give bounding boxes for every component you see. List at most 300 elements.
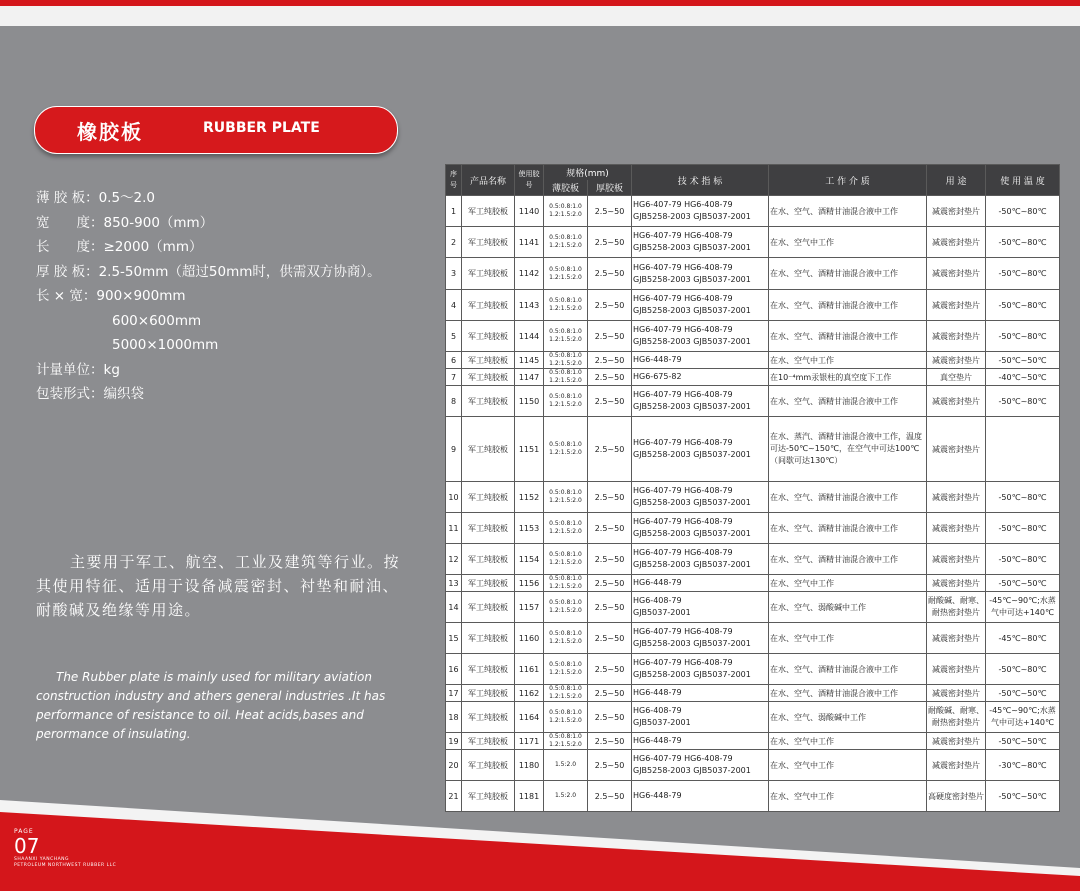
cell-seq: 3 — [446, 258, 462, 290]
cell-code: 1181 — [515, 781, 544, 812]
cell-medium: 在水、空气中工作 — [769, 352, 927, 369]
title-banner — [34, 106, 398, 154]
cell-thick-spec: 2.5~50 — [588, 654, 632, 685]
thin-spec-line: 0.5:0.8:1.0 — [549, 297, 582, 304]
standard-line: HG6-407-79 HG6-408-79 — [633, 517, 733, 526]
thin-spec-line: 0.5:0.8:1.0 — [549, 234, 582, 241]
cell-temp: -50℃~50℃ — [986, 685, 1060, 702]
thin-spec-line: 0.5:0.8:1.0 — [549, 733, 582, 740]
header-seq: 序号 — [446, 165, 462, 196]
cell-thick-spec: 2.5~50 — [588, 544, 632, 575]
cell-thin-spec — [544, 654, 588, 685]
standard-line: GJB5037-2001 — [633, 608, 691, 617]
cell-temp: -45℃~90℃;水蒸气中可达+140℃ — [986, 702, 1060, 733]
cell-name: 军工纯胶板 — [462, 482, 515, 513]
thin-spec-line: 1.2:1.5:2.0 — [549, 497, 582, 504]
cell-code: 1143 — [515, 290, 544, 321]
table-row — [446, 654, 1060, 685]
cell-use: 减震密封垫片 — [927, 654, 986, 685]
description-en: The Rubber plate is mainly used for military aviation construction industry and athers general industries .It has performance of resistance to oil. Heat acids,bases and perormance of insulating. — [36, 670, 386, 741]
standard-line: HG6-448-79 — [633, 578, 682, 587]
table-row — [446, 733, 1060, 750]
cell-thin-spec — [544, 781, 588, 812]
standard-line: GJB5258-2003 GJB5037-2001 — [633, 450, 751, 459]
table-row — [446, 352, 1060, 369]
cell-thin-spec — [544, 623, 588, 654]
cell-temp: -50℃~80℃ — [986, 227, 1060, 258]
company-line-2: PETROLEUM NORTHWEST RUBBER LLC — [14, 863, 117, 868]
cell-thin-spec — [544, 196, 588, 227]
standard-line: GJB5258-2003 GJB5037-2001 — [633, 243, 751, 252]
cell-temp: -50℃~80℃ — [986, 513, 1060, 544]
header-spec: 规格(mm) — [544, 165, 632, 181]
thin-spec-line: 0.5:0.8:1.0 — [549, 599, 582, 606]
cell-seq: 4 — [446, 290, 462, 321]
standard-line: HG6-407-79 HG6-408-79 — [633, 325, 733, 334]
cell-use: 减震密封垫片 — [927, 575, 986, 592]
cell-thick-spec: 2.5~50 — [588, 623, 632, 654]
thin-spec-line: 1.2:1.5:2.0 — [549, 273, 582, 281]
cell-code: 1142 — [515, 258, 544, 290]
table-row — [446, 544, 1060, 575]
table-row — [446, 290, 1060, 321]
cell-standard — [632, 258, 769, 290]
cell-standard — [632, 196, 769, 227]
cell-seq: 2 — [446, 227, 462, 258]
cell-seq: 1 — [446, 196, 462, 227]
cell-temp: -50℃~80℃ — [986, 258, 1060, 290]
cell-code: 1151 — [515, 417, 544, 482]
thin-spec-line: 1.2:1.5:2.0 — [549, 242, 582, 249]
cell-thick-spec: 2.5~50 — [588, 321, 632, 352]
cell-seq: 7 — [446, 369, 462, 386]
cell-thin-spec — [544, 321, 588, 352]
cell-name: 军工纯胶板 — [462, 544, 515, 575]
cell-name: 军工纯胶板 — [462, 352, 515, 369]
cell-standard — [632, 575, 769, 592]
standard-line: GJB5258-2003 GJB5037-2001 — [633, 639, 751, 648]
thin-spec-line: 1.2:1.5:2.0 — [549, 449, 582, 456]
thin-spec-line: 1.2:1.5:2.0 — [549, 305, 582, 312]
cell-thick-spec: 2.5~50 — [588, 369, 632, 386]
cell-standard — [632, 513, 769, 544]
cell-thick-spec: 2.5~50 — [588, 513, 632, 544]
cell-thin-spec — [544, 702, 588, 733]
cell-thick-spec: 2.5~50 — [588, 733, 632, 750]
standard-line: HG6-448-79 — [633, 355, 682, 364]
table-row — [446, 702, 1060, 733]
header-thin: 薄胶板 — [544, 180, 588, 196]
cell-thin-spec — [544, 592, 588, 623]
cell-name: 军工纯胶板 — [462, 321, 515, 352]
cell-name: 军工纯胶板 — [462, 702, 515, 733]
cell-name: 军工纯胶板 — [462, 290, 515, 321]
thin-spec-line: 1.2:1.5:2.0 — [549, 693, 582, 700]
cell-seq: 17 — [446, 685, 462, 702]
cell-use: 耐酸碱、耐寒、耐热密封垫片 — [927, 592, 986, 623]
cell-temp: -50℃~50℃ — [986, 575, 1060, 592]
spec-unit: 计量单位：kg — [36, 361, 120, 378]
cell-thin-spec — [544, 482, 588, 513]
standard-line: HG6-407-79 HG6-408-79 — [633, 231, 733, 240]
table-row — [446, 781, 1060, 812]
cell-seq: 19 — [446, 733, 462, 750]
product-table — [445, 164, 1060, 812]
cell-thick-spec: 2.5~50 — [588, 575, 632, 592]
table-row — [446, 386, 1060, 417]
cell-use: 减震密封垫片 — [927, 417, 986, 482]
title-cn: 橡胶板 — [77, 120, 143, 144]
cell-code: 1157 — [515, 592, 544, 623]
cell-code: 1154 — [515, 544, 544, 575]
top-white-strip — [0, 6, 1080, 26]
cell-name: 军工纯胶板 — [462, 513, 515, 544]
cell-medium: 在水、空气、酒精甘油混合液中工作 — [769, 290, 927, 321]
header-medium: 工 作 介 质 — [769, 165, 927, 196]
standard-line: HG6-448-79 — [633, 791, 682, 800]
cell-standard — [632, 544, 769, 575]
cell-use: 减震密封垫片 — [927, 290, 986, 321]
spec-thick: 厚 胶 板：2.5-50mm（超过50mm时，供需双方协商）。 — [36, 263, 381, 280]
thin-spec-line: 1.2:1.5:2.0 — [549, 607, 582, 614]
thin-spec-line: 0.5:0.8:1.0 — [549, 551, 582, 558]
cell-temp: -50℃~80℃ — [986, 386, 1060, 417]
cell-thick-spec: 2.5~50 — [588, 290, 632, 321]
thin-spec-line: 0.5:0.8:1.0 — [549, 685, 582, 692]
table-row — [446, 750, 1060, 781]
cell-medium: 在水、空气、弱酸碱中工作 — [769, 702, 927, 733]
cell-code: 1164 — [515, 702, 544, 733]
cell-code: 1180 — [515, 750, 544, 781]
table-row — [446, 417, 1060, 482]
cell-use: 减震密封垫片 — [927, 544, 986, 575]
cell-seq: 11 — [446, 513, 462, 544]
thin-spec-line: 1.2:1.5:2.0 — [549, 211, 582, 218]
cell-name: 军工纯胶板 — [462, 417, 515, 482]
title-en: RUBBER PLATE — [203, 120, 320, 136]
header-temp: 使 用 温 度 — [986, 165, 1060, 196]
cell-medium: 在水、空气中工作 — [769, 575, 927, 592]
cell-code: 1145 — [515, 352, 544, 369]
cell-code: 1150 — [515, 386, 544, 417]
thin-spec-line: 1.2:1.5:2.0 — [549, 669, 582, 676]
cell-standard — [632, 290, 769, 321]
cell-medium: 在水、空气、酒精甘油混合液中工作 — [769, 513, 927, 544]
cell-use: 耐酸碱、耐寒、耐热密封垫片 — [927, 702, 986, 733]
cell-seq: 16 — [446, 654, 462, 685]
cell-medium: 在水、空气、酒精甘油混合液中工作 — [769, 196, 927, 227]
cell-standard — [632, 781, 769, 812]
table-row — [446, 482, 1060, 513]
cell-medium: 在水、空气、弱酸碱中工作 — [769, 592, 927, 623]
standard-line: GJB5258-2003 GJB5037-2001 — [633, 274, 751, 284]
thin-spec-line: 0.5:0.8:1.0 — [549, 441, 582, 448]
description-cn: 主要用于军工、航空、工业及建筑等行业。按其使用特征、适用于设备减震密封、衬垫和耐油、耐酸碱及绝缘等用途。 — [36, 553, 401, 619]
thin-spec-line: 0.5:0.8:1.0 — [549, 328, 582, 335]
cell-temp: -30℃~80℃ — [986, 750, 1060, 781]
cell-use: 减震密封垫片 — [927, 733, 986, 750]
table-row — [446, 196, 1060, 227]
cell-medium: 在水、空气、酒精甘油混合液中工作 — [769, 544, 927, 575]
cell-thin-spec — [544, 575, 588, 592]
thin-spec-line: 1.2:1.5:2.0 — [549, 717, 582, 724]
cell-temp: -50℃~50℃ — [986, 352, 1060, 369]
cell-medium: 在水、空气、酒精甘油混合液中工作 — [769, 321, 927, 352]
cell-temp: -50℃~50℃ — [986, 781, 1060, 812]
cell-use: 减震密封垫片 — [927, 750, 986, 781]
standard-line: HG6-407-79 HG6-408-79 — [633, 548, 733, 557]
standard-line: GJB5258-2003 GJB5037-2001 — [633, 529, 751, 538]
cell-standard — [632, 685, 769, 702]
cell-thick-spec: 2.5~50 — [588, 482, 632, 513]
cell-use: 减震密封垫片 — [927, 513, 986, 544]
cell-seq: 15 — [446, 623, 462, 654]
cell-thin-spec — [544, 750, 588, 781]
header-code: 使用胶号 — [515, 165, 544, 196]
cell-code: 1141 — [515, 227, 544, 258]
cell-standard — [632, 417, 769, 482]
thin-spec-line: 0.5:0.8:1.0 — [549, 369, 582, 376]
cell-thin-spec — [544, 544, 588, 575]
thin-spec-line: 0.5:0.8:1.0 — [549, 709, 582, 716]
spec-list — [36, 186, 381, 407]
cell-standard — [632, 592, 769, 623]
table-row — [446, 623, 1060, 654]
table-body — [446, 196, 1060, 812]
cell-use: 减震密封垫片 — [927, 386, 986, 417]
cell-use: 减震密封垫片 — [927, 196, 986, 227]
cell-standard — [632, 482, 769, 513]
spec-size-2: 600×600mm — [112, 312, 202, 329]
cell-temp: -50℃~80℃ — [986, 482, 1060, 513]
company-line-1: SHAANXI YANCHANG — [14, 857, 70, 862]
thin-spec-line: 1.2:1.5:2.0 — [549, 401, 582, 408]
cell-name: 军工纯胶板 — [462, 369, 515, 386]
cell-use: 真空垫片 — [927, 369, 986, 386]
standard-line: HG6-407-79 HG6-408-79 — [633, 294, 733, 303]
cell-standard — [632, 369, 769, 386]
cell-medium: 在水、空气中工作 — [769, 781, 927, 812]
cell-thin-spec — [544, 369, 588, 386]
cell-thin-spec — [544, 417, 588, 482]
table-row — [446, 575, 1060, 592]
cell-thin-spec — [544, 352, 588, 369]
thin-spec-line: 1.2:1.5:2.0 — [549, 559, 582, 566]
thin-spec-line: 0.5:0.8:1.0 — [549, 661, 582, 668]
cell-thick-spec: 2.5~50 — [588, 781, 632, 812]
cell-standard — [632, 352, 769, 369]
standard-line: GJB5258-2003 GJB5037-2001 — [633, 670, 751, 679]
cell-use: 减震密封垫片 — [927, 623, 986, 654]
cell-thin-spec — [544, 258, 588, 290]
thin-spec-line: 1.2:1.5:2.0 — [549, 583, 582, 590]
standard-line: GJB5258-2003 GJB5037-2001 — [633, 498, 751, 507]
cell-standard — [632, 386, 769, 417]
standard-line: GJB5258-2003 GJB5037-2001 — [633, 306, 751, 315]
header-use: 用 途 — [927, 165, 986, 196]
cell-medium: 在水、空气中工作 — [769, 750, 927, 781]
table-row — [446, 321, 1060, 352]
standard-line: HG6-448-79 — [633, 736, 682, 745]
cell-name: 军工纯胶板 — [462, 685, 515, 702]
thin-spec-line: 1.2:1.5:2.0 — [549, 528, 582, 535]
cell-code: 1152 — [515, 482, 544, 513]
standard-line: GJB5258-2003 GJB5037-2001 — [633, 212, 751, 221]
cell-seq: 20 — [446, 750, 462, 781]
thin-spec-line: 1.2:1.5:2.0 — [549, 377, 582, 384]
cell-name: 军工纯胶板 — [462, 386, 515, 417]
thin-spec-line: 0.5:0.8:1.0 — [549, 575, 582, 582]
cell-name: 军工纯胶板 — [462, 781, 515, 812]
standard-line: HG6-407-79 HG6-408-79 — [633, 262, 733, 272]
standard-line: HG6-448-79 — [633, 688, 682, 697]
page-label: PAGE — [14, 828, 34, 835]
cell-thick-spec: 2.5~50 — [588, 417, 632, 482]
cell-thin-spec — [544, 733, 588, 750]
cell-thick-spec: 2.5~50 — [588, 386, 632, 417]
cell-seq: 6 — [446, 352, 462, 369]
cell-code: 1144 — [515, 321, 544, 352]
cell-seq: 18 — [446, 702, 462, 733]
cell-name: 军工纯胶板 — [462, 733, 515, 750]
cell-standard — [632, 654, 769, 685]
header-standard: 技 术 指 标 — [632, 165, 769, 196]
cell-thick-spec: 2.5~50 — [588, 592, 632, 623]
thin-spec-line: 0.5:0.8:1.0 — [549, 352, 582, 359]
standard-line: HG6-407-79 HG6-408-79 — [633, 658, 733, 667]
standard-line: HG6-408-79 — [633, 706, 682, 715]
spec-width: 宽 度：850-900（mm） — [36, 214, 214, 231]
cell-code: 1162 — [515, 685, 544, 702]
cell-temp — [986, 417, 1060, 482]
cell-medium: 在水、蒸汽、酒精甘油混合液中工作，温度可达-50℃~150℃，在空气中可达100℃（间歇可达130℃） — [769, 417, 927, 482]
table-row — [446, 227, 1060, 258]
cell-code: 1140 — [515, 196, 544, 227]
thin-spec-line: 0.5:0.8:1.0 — [549, 489, 582, 496]
cell-name: 军工纯胶板 — [462, 654, 515, 685]
cell-medium: 在水、空气、酒精甘油混合液中工作 — [769, 482, 927, 513]
cell-name: 军工纯胶板 — [462, 623, 515, 654]
cell-use: 减震密封垫片 — [927, 258, 986, 290]
cell-medium: 在水、空气、酒精甘油混合液中工作 — [769, 685, 927, 702]
cell-standard — [632, 623, 769, 654]
cell-temp: -50℃~50℃ — [986, 733, 1060, 750]
cell-seq: 10 — [446, 482, 462, 513]
cell-use: 减震密封垫片 — [927, 352, 986, 369]
standard-line: GJB5258-2003 GJB5037-2001 — [633, 766, 751, 775]
cell-code: 1153 — [515, 513, 544, 544]
cell-standard — [632, 733, 769, 750]
cell-name: 军工纯胶板 — [462, 196, 515, 227]
thin-spec-line: 1.5:2.0 — [554, 761, 577, 768]
cell-medium: 在水、空气中工作 — [769, 733, 927, 750]
table-header-row — [446, 165, 1060, 181]
cell-name: 军工纯胶板 — [462, 575, 515, 592]
standard-line: HG6-407-79 HG6-408-79 — [633, 754, 733, 763]
cell-thin-spec — [544, 513, 588, 544]
thin-spec-line: 0.5:0.8:1.0 — [549, 630, 582, 637]
thin-spec-line: 1.2:1.5:2.0 — [549, 360, 582, 367]
header-name: 产品名称 — [462, 165, 515, 196]
spec-size: 长 × 宽：900×900mm — [36, 288, 186, 304]
cell-seq: 12 — [446, 544, 462, 575]
cell-temp: -50℃~80℃ — [986, 196, 1060, 227]
cell-temp: -50℃~80℃ — [986, 654, 1060, 685]
cell-use: 减震密封垫片 — [927, 227, 986, 258]
cell-name: 军工纯胶板 — [462, 592, 515, 623]
cell-thin-spec — [544, 386, 588, 417]
cell-temp: -50℃~80℃ — [986, 544, 1060, 575]
thin-spec-line: 0.5:0.8:1.0 — [549, 203, 582, 210]
cell-medium: 在水、空气、酒精甘油混合液中工作 — [769, 386, 927, 417]
cell-temp: -50℃~80℃ — [986, 321, 1060, 352]
standard-line: GJB5258-2003 GJB5037-2001 — [633, 560, 751, 569]
cell-code: 1160 — [515, 623, 544, 654]
cell-medium: 在水、空气中工作 — [769, 623, 927, 654]
table-row — [446, 258, 1060, 290]
table-row — [446, 513, 1060, 544]
thin-spec-line: 0.5:0.8:1.0 — [549, 265, 582, 273]
cell-seq: 9 — [446, 417, 462, 482]
cell-name: 军工纯胶板 — [462, 750, 515, 781]
thin-spec-line: 1.5:2.0 — [554, 792, 577, 799]
spec-size-3: 5000×1000mm — [112, 337, 219, 353]
spec-packing: 包装形式：编织袋 — [36, 386, 144, 402]
cell-thick-spec: 2.5~50 — [588, 750, 632, 781]
cell-thick-spec: 2.5~50 — [588, 196, 632, 227]
standard-line: HG6-407-79 HG6-408-79 — [633, 438, 733, 447]
page-number: 07 — [14, 834, 40, 858]
page-footer — [14, 828, 116, 869]
spec-thin: 薄 胶 板：0.5～2.0 — [36, 190, 156, 206]
standard-line: GJB5258-2003 GJB5037-2001 — [633, 337, 751, 346]
header-thick: 厚胶板 — [588, 180, 632, 196]
cell-thick-spec: 2.5~50 — [588, 258, 632, 290]
standard-line: HG6-407-79 HG6-408-79 — [633, 627, 733, 636]
standard-line: HG6-407-79 HG6-408-79 — [633, 390, 733, 399]
cell-use: 高硬度密封垫片 — [927, 781, 986, 812]
table-row — [446, 685, 1060, 702]
cell-use: 减震密封垫片 — [927, 321, 986, 352]
standard-line: HG6-407-79 HG6-408-79 — [633, 486, 733, 495]
cell-medium: 在水、空气、酒精甘油混合液中工作 — [769, 654, 927, 685]
standard-line: GJB5037-2001 — [633, 718, 691, 727]
cell-thick-spec: 2.5~50 — [588, 702, 632, 733]
thin-spec-line: 0.5:0.8:1.0 — [549, 520, 582, 527]
cell-name: 军工纯胶板 — [462, 227, 515, 258]
standard-line: HG6-675-82 — [633, 372, 682, 381]
cell-standard — [632, 702, 769, 733]
cell-standard — [632, 227, 769, 258]
cell-thick-spec: 2.5~50 — [588, 685, 632, 702]
cell-seq: 14 — [446, 592, 462, 623]
thin-spec-line: 1.2:1.5:2.0 — [549, 336, 582, 343]
cell-medium: 在水、空气中工作 — [769, 227, 927, 258]
cell-temp: -45℃~90℃;水蒸气中可达+140℃ — [986, 592, 1060, 623]
cell-temp: -50℃~80℃ — [986, 290, 1060, 321]
cell-standard — [632, 321, 769, 352]
thin-spec-line: 1.2:1.5:2.0 — [549, 741, 582, 748]
cell-medium: 在水、空气、酒精甘油混合液中工作 — [769, 258, 927, 290]
standard-line: HG6-408-79 — [633, 596, 682, 605]
standard-line: HG6-407-79 HG6-408-79 — [633, 200, 733, 209]
cell-seq: 21 — [446, 781, 462, 812]
standard-line: GJB5258-2003 GJB5037-2001 — [633, 402, 751, 411]
cell-name: 军工纯胶板 — [462, 258, 515, 290]
cell-temp: -45℃~80℃ — [986, 623, 1060, 654]
cell-seq: 8 — [446, 386, 462, 417]
cell-code: 1156 — [515, 575, 544, 592]
